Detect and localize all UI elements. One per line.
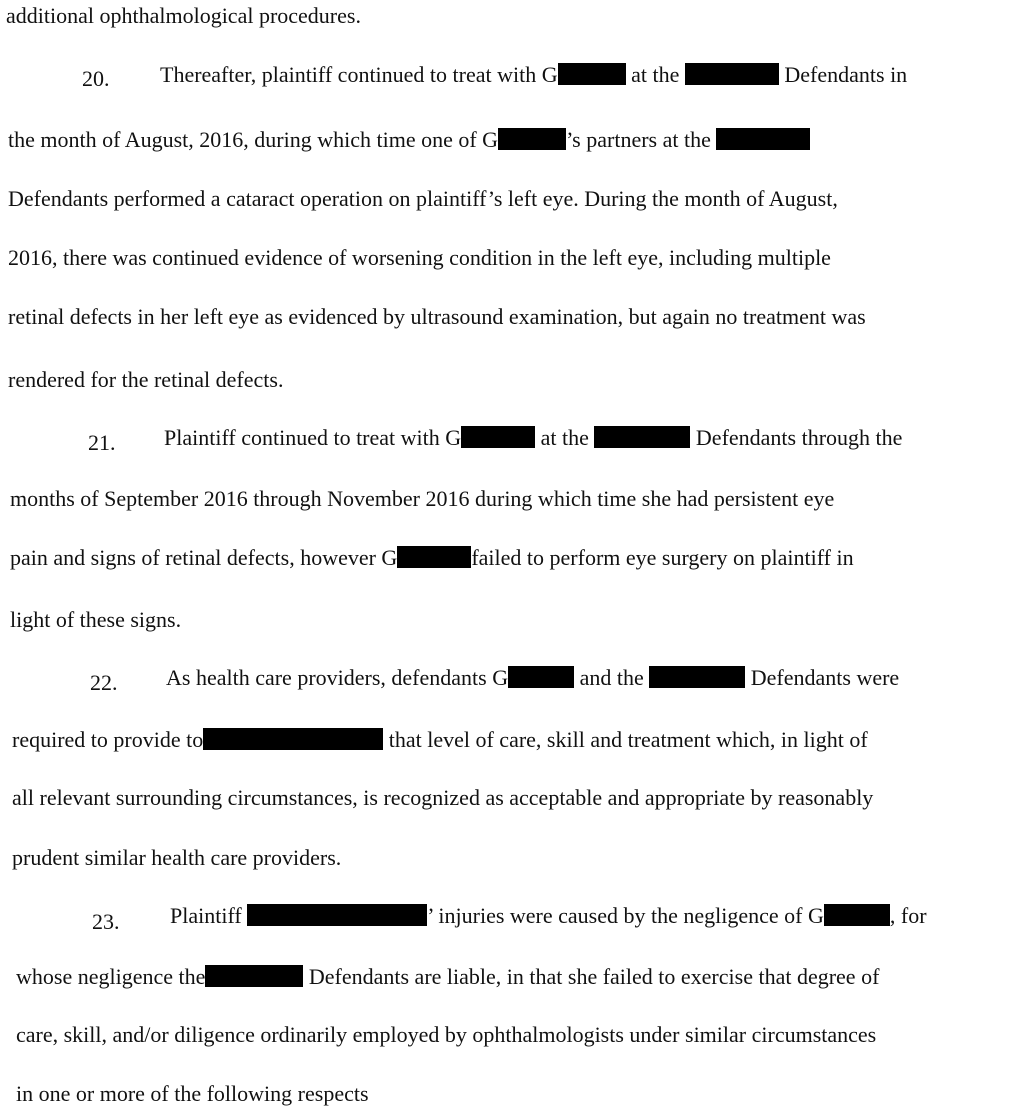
paragraph-20-line-6: rendered for the retinal defects. xyxy=(8,367,284,392)
carryover-line: additional ophthalmological procedures. xyxy=(6,3,361,28)
p20-l2-text-b: ’s partners at the xyxy=(566,127,711,152)
paragraph-20-line-2 xyxy=(8,127,810,153)
paragraph-23-line-1 xyxy=(170,903,927,929)
paragraph-number-23: 23. xyxy=(92,909,120,934)
paragraph-22-line-4: prudent similar health care providers. xyxy=(12,845,342,870)
paragraph-21-line-1 xyxy=(164,425,902,451)
redaction-box xyxy=(685,63,779,85)
redaction-box xyxy=(716,128,810,150)
p21-l1-text-b: at the xyxy=(540,425,589,450)
redaction-box xyxy=(247,904,427,926)
redaction-box xyxy=(594,426,690,448)
p22-l2-text-a: required to provide to xyxy=(12,727,204,752)
paragraph-20-line-1 xyxy=(160,62,907,88)
paragraph-21-line-4: light of these signs. xyxy=(10,607,182,632)
paragraph-23-line-2 xyxy=(16,964,879,990)
p23-l1-text-c: , for xyxy=(889,903,927,928)
redaction-box xyxy=(558,63,626,85)
paragraph-20-line-4: 2016, there was continued evidence of worsening condition in the left eye, including multiple xyxy=(8,245,831,270)
p21-l3-text-b: failed to perform eye surgery on plaintiff in xyxy=(471,545,854,570)
paragraph-number-22: 22. xyxy=(90,670,118,695)
paragraph-21-line-2: months of September 2016 through November 2016 during which time she had persistent eye xyxy=(10,486,835,511)
paragraph-22-line-3: all relevant surrounding circumstances, is recognized as acceptable and appropriate by reasonably xyxy=(12,785,874,810)
paragraph-20-line-5: retinal defects in her left eye as evidenced by ultrasound examination, but again no treatment was xyxy=(8,304,866,329)
p20-l2-text-a: the month of August, 2016, during which time one of G xyxy=(8,127,499,152)
paragraph-23-line-3: care, skill, and/or diligence ordinarily employed by ophthalmologists under similar circumstances xyxy=(16,1022,877,1047)
p21-l3-text-a: pain and signs of retinal defects, however G xyxy=(10,545,398,570)
p21-l1-text-a: Plaintiff continued to treat with G xyxy=(164,425,462,450)
p23-l1-text-a: Plaintiff xyxy=(170,903,242,928)
p20-l1-text-c: Defendants in xyxy=(784,62,908,87)
redaction-box xyxy=(397,546,471,568)
p23-l2-text-a: whose negligence the xyxy=(16,964,206,989)
paragraph-22-line-1 xyxy=(166,665,899,691)
paragraph-21-line-3 xyxy=(10,545,854,571)
p22-l2-text-b: that level of care, skill and treatment which, in light of xyxy=(388,727,868,752)
p21-l1-text-c: Defendants through the xyxy=(695,425,903,450)
p20-l1-text-a: Thereafter, plaintiff continued to treat with G xyxy=(160,62,558,87)
p22-l1-text-b: and the xyxy=(579,665,644,690)
paragraph-23-line-4: in one or more of the following respects xyxy=(16,1081,369,1106)
redaction-box xyxy=(205,965,303,987)
redaction-box xyxy=(649,666,745,688)
redaction-box xyxy=(824,904,890,926)
paragraph-20-line-3: Defendants performed a cataract operation on plaintiff’s left eye. During the month of August, xyxy=(8,186,838,211)
paragraph-number-20: 20. xyxy=(82,66,110,91)
redaction-box xyxy=(461,426,535,448)
p22-l1-text-c: Defendants were xyxy=(750,665,900,690)
redaction-box xyxy=(508,666,574,688)
paragraph-number-21: 21. xyxy=(88,430,116,455)
redaction-box xyxy=(203,728,383,750)
p23-l1-text-b: ’ injuries were caused by the negligence of G xyxy=(427,903,824,928)
p23-l2-text-b: Defendants are liable, in that she failed to exercise that degree of xyxy=(308,964,880,989)
paragraph-22-line-2 xyxy=(12,727,868,753)
p20-l1-text-b: at the xyxy=(631,62,680,87)
redaction-box xyxy=(498,128,566,150)
p22-l1-text-a: As health care providers, defendants G xyxy=(166,665,509,690)
